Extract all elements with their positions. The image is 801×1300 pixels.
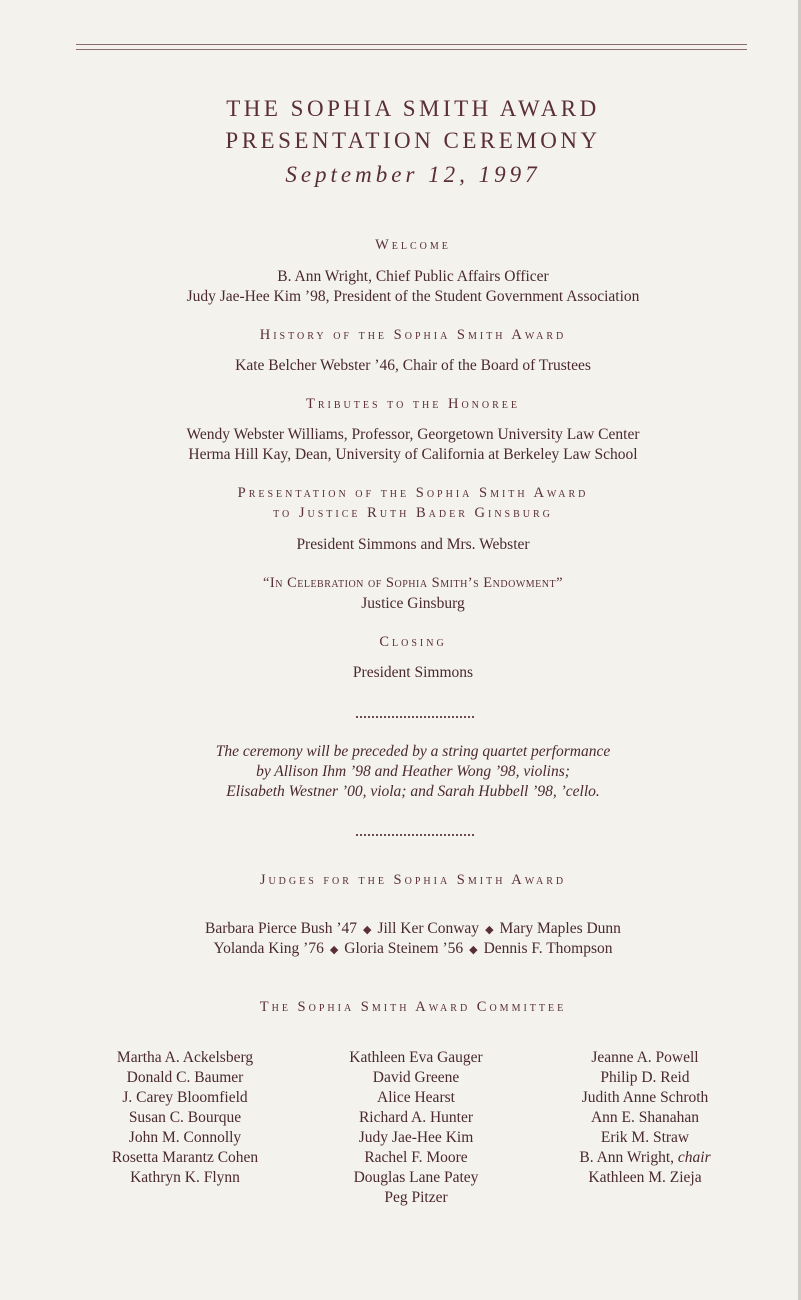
- presentation-heading-2: to Justice Ruth Bader Ginsburg: [273, 505, 553, 521]
- judge-name: Mary Maples Dunn: [499, 920, 621, 937]
- judge-name: Yolanda King ’76: [213, 940, 324, 957]
- committee-member: Peg Pitzer: [384, 1189, 448, 1206]
- committee-member: Susan C. Bourque: [128, 1109, 242, 1126]
- committee-member: David Greene: [372, 1069, 460, 1086]
- celebration-heading: “In Celebration of Sophia Smith’s Endowment”: [262, 575, 564, 591]
- committee-member: Kathryn K. Flynn: [130, 1169, 240, 1186]
- tributes-heading: Tributes to the Honoree: [305, 396, 520, 412]
- tributes-speaker-2: Herma Hill Kay, Dean, University of California at Berkeley Law School: [188, 446, 638, 463]
- history-speaker: Kate Belcher Webster ’46, Chair of the Board of Trustees: [235, 357, 591, 374]
- quartet-note-line-3: Elisabeth Westner ’00, viola; and Sarah Hubbell ’98, ’cello.: [226, 783, 600, 800]
- quartet-note-line-1: The ceremony will be preceded by a string quartet performance: [215, 743, 611, 760]
- committee-member: John M. Connolly: [128, 1129, 242, 1146]
- celebration-speaker: Justice Ginsburg: [361, 595, 465, 612]
- chair-note: chair: [677, 1149, 711, 1166]
- committee-member: Kathleen M. Zieja: [588, 1169, 702, 1186]
- committee-column-1: [95, 1048, 275, 1188]
- committee-member: Judy Jae-Hee Kim: [358, 1129, 474, 1146]
- quartet-note-line-2: by Allison Ihm ’98 and Heather Wong ’98, violins;: [256, 763, 570, 780]
- tributes-speaker-1: Wendy Webster Williams, Professor, Georgetown University Law Center: [186, 426, 640, 443]
- committee-member: Judith Anne Schroth: [581, 1089, 709, 1106]
- closing-speaker: President Simmons: [352, 664, 474, 681]
- committee-member: Erik M. Straw: [600, 1129, 690, 1146]
- title-line-2: PRESENTATION CEREMONY: [225, 128, 601, 153]
- committee-heading: The Sophia Smith Award Committee: [259, 999, 567, 1015]
- committee-member: [555, 1148, 735, 1168]
- diamond-bullet-icon: ◆: [485, 924, 494, 936]
- history-heading: History of the Sophia Smith Award: [259, 327, 567, 343]
- dotted-divider-1: [356, 716, 474, 718]
- closing-heading: Closing: [379, 634, 447, 650]
- title-line-1: THE SOPHIA SMITH AWARD: [226, 96, 600, 121]
- committee-member: Richard A. Hunter: [358, 1109, 474, 1126]
- committee-member: J. Carey Bloomfield: [122, 1089, 248, 1106]
- judges-heading: Judges for the Sophia Smith Award: [259, 872, 567, 888]
- committee-member: Philip D. Reid: [600, 1069, 690, 1086]
- welcome-heading: Welcome: [375, 237, 451, 253]
- committee-member: Douglas Lane Patey: [353, 1169, 479, 1186]
- committee-member: Ann E. Shanahan: [590, 1109, 700, 1126]
- dotted-divider-2: [356, 834, 474, 836]
- committee-member-name: B. Ann Wright,: [579, 1149, 675, 1166]
- committee-column-3: [555, 1048, 735, 1188]
- judges-row-1: [0, 920, 801, 938]
- committee-member: Martha A. Ackelsberg: [116, 1049, 254, 1066]
- ceremony-date: September 12, 1997: [285, 162, 541, 187]
- committee-member: Alice Hearst: [377, 1089, 455, 1106]
- judge-name: Dennis F. Thompson: [483, 940, 613, 957]
- top-double-rule: [76, 44, 747, 50]
- committee-member: Rosetta Marantz Cohen: [111, 1149, 259, 1166]
- committee-member: Rachel F. Moore: [364, 1149, 468, 1166]
- welcome-speaker-1: B. Ann Wright, Chief Public Affairs Officer: [277, 268, 549, 285]
- committee-member: Donald C. Baumer: [126, 1069, 244, 1086]
- diamond-bullet-icon: ◆: [329, 944, 339, 956]
- committee-member: Jeanne A. Powell: [591, 1049, 699, 1066]
- judge-name: Gloria Steinem ’56: [344, 940, 464, 957]
- welcome-speaker-2: Judy Jae-Hee Kim ’98, President of the Student Government Association: [186, 288, 640, 305]
- diamond-bullet-icon: ◆: [362, 924, 372, 936]
- diamond-bullet-icon: ◆: [469, 944, 478, 956]
- presentation-speaker: President Simmons and Mrs. Webster: [296, 536, 530, 553]
- judges-row-2: [0, 940, 801, 958]
- committee-member: Kathleen Eva Gauger: [349, 1049, 483, 1066]
- judge-name: Jill Ker Conway: [377, 920, 480, 937]
- presentation-heading-1: Presentation of the Sophia Smith Award: [237, 485, 589, 501]
- judge-name: Barbara Pierce Bush ’47: [205, 920, 357, 937]
- committee-column-2: [326, 1048, 506, 1208]
